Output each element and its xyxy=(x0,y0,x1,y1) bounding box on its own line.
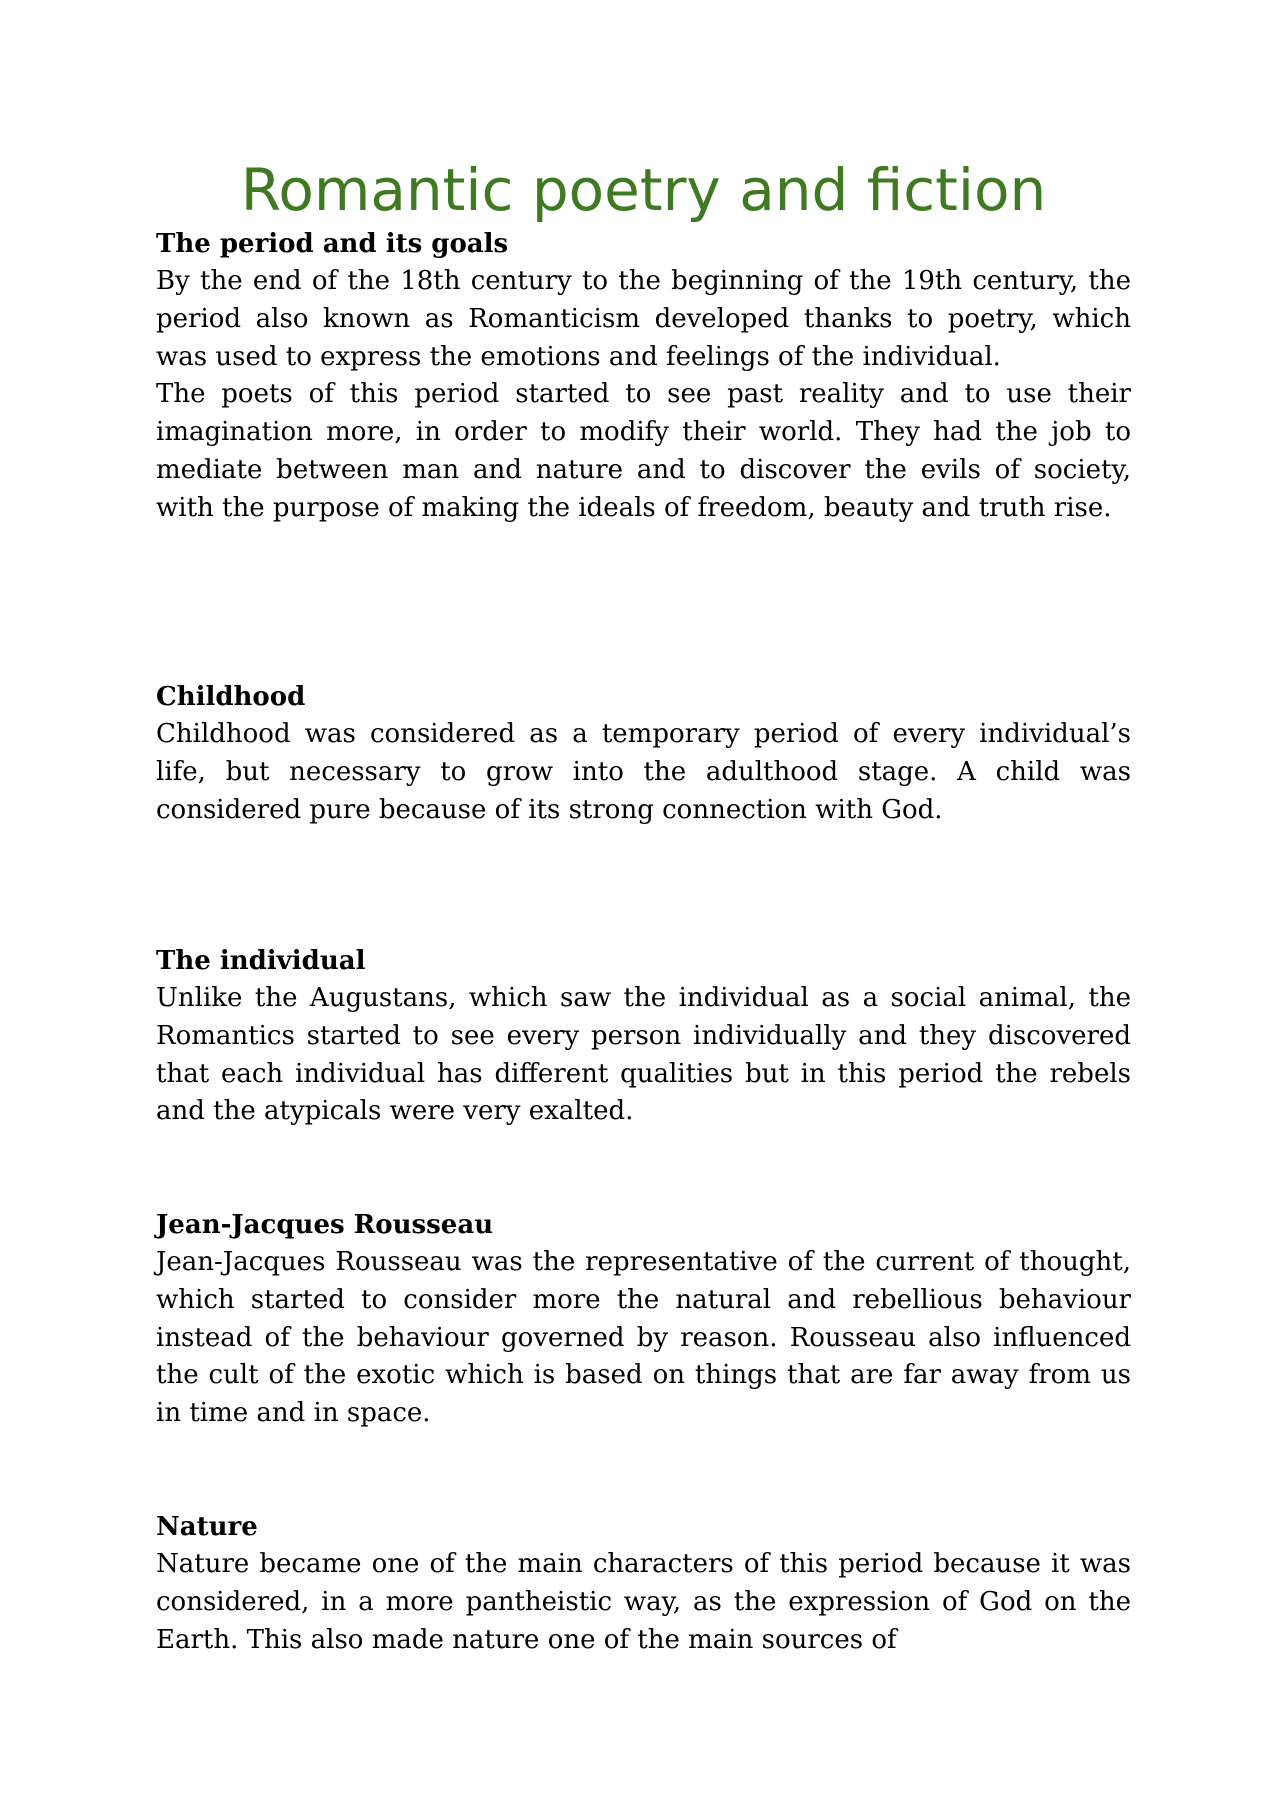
section-individual xyxy=(156,942,1131,1131)
paragraph: By the end of the 18th century to the beginning of the 19th century, the period also known as Romanticism developed thanks to poetry, which was used to express the emotions and feelings of the individual. xyxy=(156,266,1131,372)
paragraph: The poets of this period started to see past reality and to use their imagination more, in order to modify their world. They had the job to mediate between man and nature and to discover the evils of society, with the purpose of making the ideals of freedom, beauty and truth rise. xyxy=(156,379,1131,523)
paragraph: Unlike the Augustans, which saw the individual as a social animal, the Romantics started to see every person individually and they discovered that each individual has different qualities but in this period the rebels and the atypicals were very exalted. xyxy=(156,983,1131,1127)
section-period-and-goals xyxy=(156,225,1131,528)
section-rousseau xyxy=(156,1206,1131,1433)
section-heading: The individual xyxy=(156,946,366,976)
paragraph: Jean-Jacques Rousseau was the representative of the current of thought, which started to consider more the natural and rebellious behaviour instead of the behaviour governed by reason. Rousseau also influenced the cult of the exotic which is based on things that are far away from us in time and in space. xyxy=(156,1247,1131,1429)
section-heading: Jean-Jacques Rousseau xyxy=(156,1210,494,1240)
section-heading: Childhood xyxy=(156,682,306,712)
paragraph: Nature became one of the main characters of this period because it was considered, in a more pantheistic way, as the expression of God on the Earth. This also made nature one of the main sources of xyxy=(156,1549,1131,1655)
section-childhood xyxy=(156,678,1131,829)
section-heading: The period and its goals xyxy=(156,229,509,259)
paragraph: Childhood was considered as a temporary period of every individual’s life, but necessary to grow into the adulthood stage. A child was considered pure because of its strong connection with God. xyxy=(156,719,1131,825)
section-heading: Nature xyxy=(156,1512,258,1542)
page-title: Romantic poetry and fiction xyxy=(240,156,1047,224)
section-nature xyxy=(156,1508,1131,1659)
